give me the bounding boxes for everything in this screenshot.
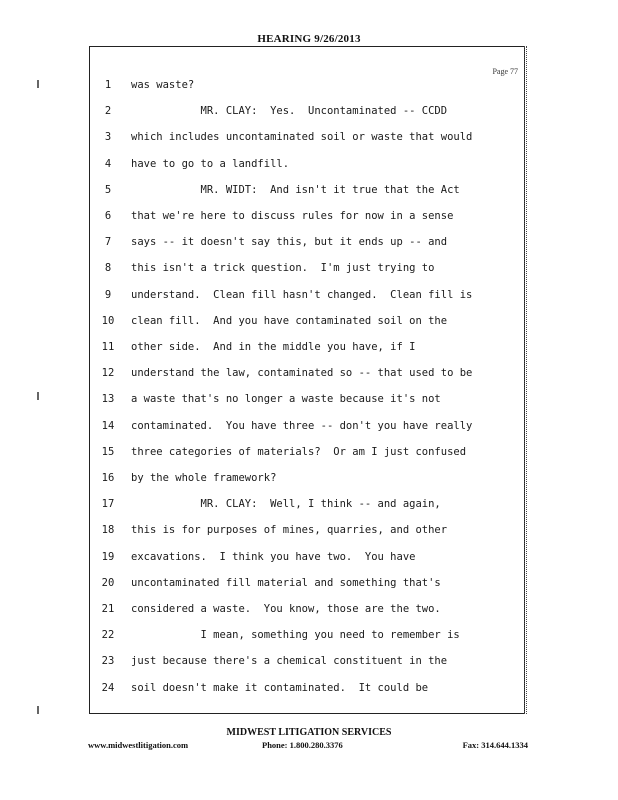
line-text: soil doesn't make it contaminated. It could be — [131, 681, 429, 694]
line-number: 12 — [101, 367, 115, 380]
line-text: have to go to a landfill. — [131, 157, 290, 170]
line-text: a waste that's no longer a waste because it's not — [131, 393, 441, 406]
margin-mark — [37, 706, 39, 714]
line-number: 8 — [104, 262, 112, 275]
line-number: 19 — [101, 550, 115, 563]
transcript-line — [90, 210, 526, 230]
line-text: that we're here to discuss rules for now in a sense — [131, 210, 454, 222]
transcript-line — [90, 105, 526, 125]
line-number: 5 — [104, 183, 112, 196]
margin-mark — [37, 80, 39, 88]
line-number: 15 — [101, 445, 115, 458]
line-number: 6 — [104, 210, 112, 222]
line-number: 18 — [101, 524, 115, 537]
page-header-title: HEARING 9/26/2013 — [257, 33, 361, 45]
line-number: 9 — [104, 288, 112, 301]
line-text: considered a waste. You know, those are the two. — [131, 603, 441, 615]
frame-edge — [524, 46, 527, 714]
line-text: contaminated. You have three -- don't you have really — [131, 419, 473, 432]
line-text: MR. CLAY: Well, I think -- and again, — [131, 498, 441, 511]
transcript-line — [90, 655, 526, 675]
line-text: this isn't a trick question. I'm just trying to — [131, 262, 435, 275]
transcript-line — [90, 498, 526, 518]
transcript-line — [90, 682, 526, 702]
transcript-line — [90, 184, 526, 204]
margin-mark — [37, 392, 39, 400]
transcript-line — [90, 289, 526, 309]
line-text: excavations. I think you have two. You have — [131, 550, 416, 563]
transcript-line — [90, 79, 526, 99]
line-number: 24 — [101, 681, 115, 694]
line-number: 21 — [101, 603, 115, 615]
line-number: 10 — [101, 314, 115, 327]
line-text: I mean, something you need to remember is — [131, 629, 460, 642]
transcript-line — [90, 577, 526, 597]
line-number: 2 — [104, 105, 112, 118]
transcript-line — [90, 393, 526, 413]
line-number: 3 — [104, 131, 112, 144]
line-number: 7 — [104, 236, 112, 249]
transcript-line — [90, 158, 526, 178]
footer-fax: Fax: 314.644.1334 — [462, 740, 528, 750]
transcript-line — [90, 524, 526, 544]
line-number: 4 — [104, 157, 112, 170]
transcript-line — [90, 262, 526, 282]
footer-company: MIDWEST LITIGATION SERVICES — [226, 727, 392, 738]
line-text: was waste? — [131, 79, 195, 91]
transcript-frame — [89, 46, 525, 714]
line-text: which includes uncontaminated soil or waste that would — [131, 131, 473, 144]
page-number: Page 77 — [492, 67, 518, 76]
line-text: by the whole framework? — [131, 472, 277, 484]
transcript-line — [90, 472, 526, 492]
line-text: MR. WIDT: And isn't it true that the Act — [131, 183, 460, 196]
transcript-line — [90, 551, 526, 571]
line-number: 23 — [101, 655, 115, 668]
line-text: understand. Clean fill hasn't changed. Clean fill is — [131, 288, 473, 301]
transcript-line — [90, 367, 526, 387]
line-text: this is for purposes of mines, quarries, and other — [131, 524, 448, 537]
line-number: 1 — [104, 79, 112, 91]
line-text: MR. CLAY: Yes. Uncontaminated -- CCDD — [131, 105, 448, 118]
footer-phone: Phone: 1.800.280.3376 — [262, 740, 343, 750]
transcript-line — [90, 236, 526, 256]
line-number: 17 — [101, 498, 115, 511]
line-text: says -- it doesn't say this, but it ends up -- and — [131, 236, 448, 249]
transcript-line — [90, 446, 526, 466]
line-text: understand the law, contaminated so -- that used to be — [131, 367, 473, 380]
line-text: three categories of materials? Or am I just confused — [131, 445, 467, 458]
transcript-line — [90, 420, 526, 440]
line-number: 22 — [101, 629, 115, 642]
line-number: 13 — [101, 393, 115, 406]
transcript-line — [90, 341, 526, 361]
line-number: 14 — [101, 419, 115, 432]
line-text: just because there's a chemical constituent in the — [131, 655, 448, 668]
line-number: 20 — [101, 576, 115, 589]
transcript-line — [90, 603, 526, 623]
line-number: 16 — [101, 472, 115, 484]
transcript-line — [90, 629, 526, 649]
line-text: clean fill. And you have contaminated soil on the — [131, 314, 448, 327]
transcript-line — [90, 131, 526, 151]
transcript-line — [90, 315, 526, 335]
line-number: 11 — [101, 341, 115, 353]
line-text: uncontaminated fill material and something that's — [131, 576, 441, 589]
line-text: other side. And in the middle you have, if I — [131, 341, 416, 353]
footer-website[interactable]: www.midwestlitigation.com — [88, 740, 189, 750]
